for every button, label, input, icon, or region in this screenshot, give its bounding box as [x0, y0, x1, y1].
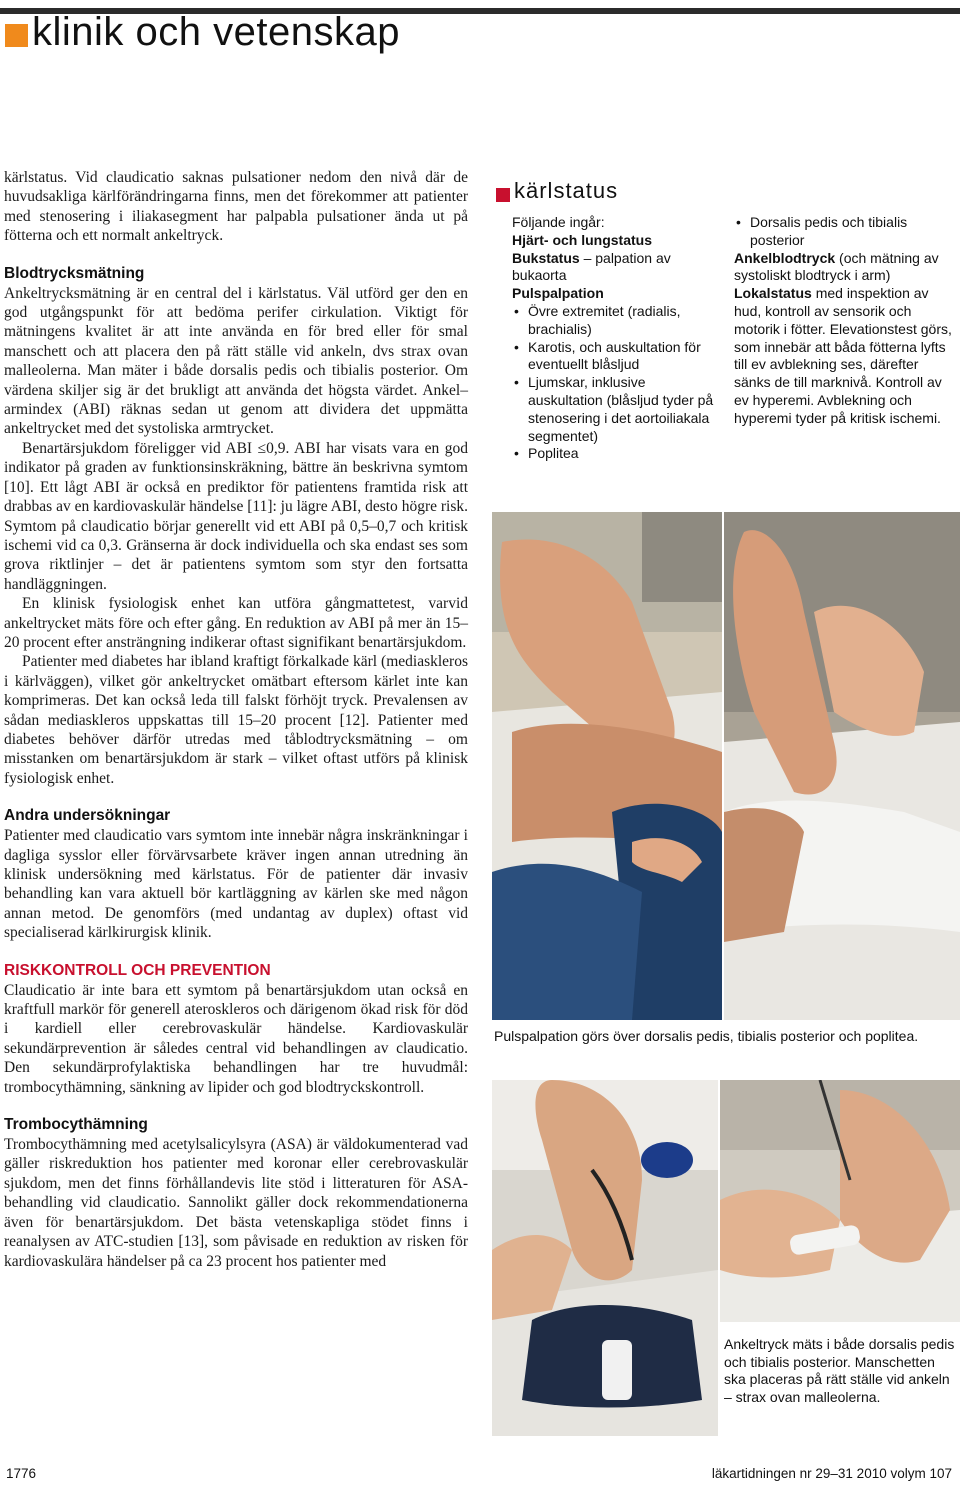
section-marker: [5, 24, 28, 47]
list-item: • Poplitea: [512, 445, 718, 463]
paragraph: Ankeltrycksmätning är en central del i kärlstatus. Väl utförd ger den en god utgångspunkt för att bedöma perifer cirkulation. Viktigt för mätningens kvalitet är att inte använda en för bred eller för smal manschett och att placera den på rätt ställe vid ankeln, dvs strax ovan malleolerna. Man mäter i både dorsalis pedis och tibialis posterior. Om värdena skiljer sig är det brukligt att använda det högsta värdet. Ankel–armindex (ABI) räknas sedan ut genom att dividera det uppmätta ankeltrycket med det systoliska armtrycket.: [4, 284, 468, 438]
page-section-title: klinik och vetenskap: [32, 10, 400, 54]
factbox-item-abdomen: Bukstatus: [512, 249, 580, 266]
heading-riskkontroll: RISKKONTROLL OCH PREVENTION: [4, 961, 271, 979]
factbox-item-local-text: med inspektion av hud, kontroll av sensorik och motorik i fötter. Elevationstest görs, som innebär att båda fötterna lyfts till ev avblekning ses, därefter sänks de till marknivå. Kontroll av ev hyperemi. Avblekning och hyperemi tyder på kritisk ischemi.: [734, 285, 952, 426]
photo-popliteal-palpation: [724, 512, 960, 1020]
heading-trombocythamning: Trombocythämning: [4, 1116, 148, 1134]
factbox-column-2: [734, 214, 956, 428]
caption-pulse-palpation: Pulspalpation görs över dorsalis pedis, tibialis posterior och poplitea.: [494, 1028, 919, 1044]
main-text-column: [4, 168, 468, 1271]
list-item: • Övre extremitet (radialis, brachialis): [512, 303, 718, 339]
paragraph: Patienter med claudicatio vars symtom inte innebär några inskränkningar i dagliga sysslor eller förvärvsarbete kräver ingen annan utredning än klinisk undersökning med kärlstatus. För de patienter där invasiv behandling kan vara aktuell bör kartläggning av kärlen ske med någon annan metod. De genomförs (med undantag av duplex) oftast vid specialiserad kärlkirurgisk klinik.: [4, 827, 468, 942]
caption-ankle-pressure: Ankeltryck mäts i både dorsalis pedis och tibialis posterior. Manschetten ska placeras på rätt ställe vid ankeln – strax ovan malleolerna.: [724, 1336, 955, 1405]
paragraph: Trombocythämning med acetylsalicylsyra (ASA) är väldokumenterad vad gäller riskreduktion hos patienter med koronar eller cerebrovaskulär sjukdom, men det finns förhållandevis lite stöd i litteraturen för ASA-behandling vid claudicatio. Sannolikt gäller dock rekommendationerna även för benartärsjukdom. Det bästa vetenskapliga stödet finns i reanalysen av ATC-studien [13], som påvisade en reduktion av risken för kardiovaskulära händelser på ca 23 procent hos patienter med: [4, 1136, 468, 1270]
paragraph: Benartärsjukdom föreligger vid ABI ≤0,9. ABI har visats vara en god indikator på graden av funktionsinskräkning, bättre än beskrivna symtom [10]. Ett lågt ABI är också en prediktor för patientens framtida risk att drabbas av en kardiovaskulär händelse [11]: ju lägre ABI, desto högre risk. Symtom på claudicatio börjar generellt vid ett ABI på 0,5–0,7 och kritisk ischemi vid ca 0,3. Gränserna är dock individuella och ska endast ses som grova riktlinjer – det är patientens symtom som styr den fortsatta handläggningen.: [4, 439, 468, 593]
heading-blodtrycksmatning: Blodtrycksmätning: [4, 264, 145, 282]
factbox-item-local: Lokalstatus: [734, 285, 812, 302]
factbox-item-ankle: Ankelblodtryck: [734, 249, 836, 266]
factbox-pulse-list-cont: [734, 214, 956, 250]
page-number: 1776: [6, 1466, 37, 1481]
factbox-pulse-list: [512, 303, 718, 463]
list-item: • Karotis, och auskultation för eventuellt blåsljud: [512, 339, 718, 375]
photo-doppler-measurement: [492, 1080, 718, 1436]
paragraph: Patienter med diabetes har ibland kraftigt förkalkade kärl (mediaskleros i kärlväggen), vilket gör ankeltrycket omätbart eftersom kärlet inte kan komprimeras. Det kan också leda till falskt förhöjt tryck. Prevalensen av sådan mediaskleros uppskattas till 15–20 procent [12]. Patienter med diabetes behöver därför utredas med tåblodtrycksmätning – om misstanken om benartärsjukdom är stark – vilket oftast utförs på klinisk fysiologisk enhet.: [4, 653, 468, 787]
paragraph: En klinisk fysiologisk enhet kan utföra gångmattetest, varvid ankeltrycket mäts före och efter gång. En reduktion av ABI på mer än 15–20 procent efter ansträngning indikerar oftast signifikant benartärsjukdom.: [4, 595, 468, 651]
factbox-column-1: [512, 214, 718, 463]
photo-foot-pulse-palpation: [492, 512, 722, 1020]
factbox-item-heart-lung: Hjärt- och lungstatus: [512, 231, 653, 248]
intro-paragraph: kärlstatus. Vid claudicatio saknas pulsationer nedom den nivå där de huvudsakliga kärlförändringarna finns, men det förekommer att patienter med stenosering i iliakasegment har palpabla pulsationer ända ut på fötterna och ett normalt ankeltryck.: [4, 169, 468, 245]
paragraph: Claudicatio är inte bara ett symtom på benartärsjukdom utan också en kraftfull markör för generell ateroskleros och därigenom ökad risk för död i kardiell eller cerebrovaskulär händelse. Kardiovaskulär sekundärprevention är således central vid behandlingen av claudicatio. Den sekundärprofylaktiska behandlingen har tre huvudmål: trombocythämning, sänkning av lipider och god blodtryckskontroll.: [4, 981, 468, 1096]
photo-ankle-measurement: [720, 1080, 960, 1322]
factbox-item-ankle-text: (och mätning av systoliskt blodtryck i arm): [734, 249, 939, 284]
factbox-intro: Följande ingår:: [512, 214, 605, 230]
factbox-title: kärlstatus: [514, 178, 619, 203]
journal-footer: läkartidningen nr 29–31 2010 volym 107: [711, 1466, 952, 1481]
factbox-item-pulse: Pulspalpation: [512, 285, 604, 302]
list-item: • Dorsalis pedis och tibialis posterior: [734, 214, 956, 250]
factbox-marker: [496, 188, 510, 202]
list-item: • Ljumskar, inklusive auskultation (blåsljud tyder på stenosering i det aortoiliakala segmentet): [512, 374, 718, 445]
factbox-item-abdomen-text: – palpation av bukaorta: [512, 249, 671, 284]
heading-andra-undersokningar: Andra undersökningar: [4, 807, 171, 825]
